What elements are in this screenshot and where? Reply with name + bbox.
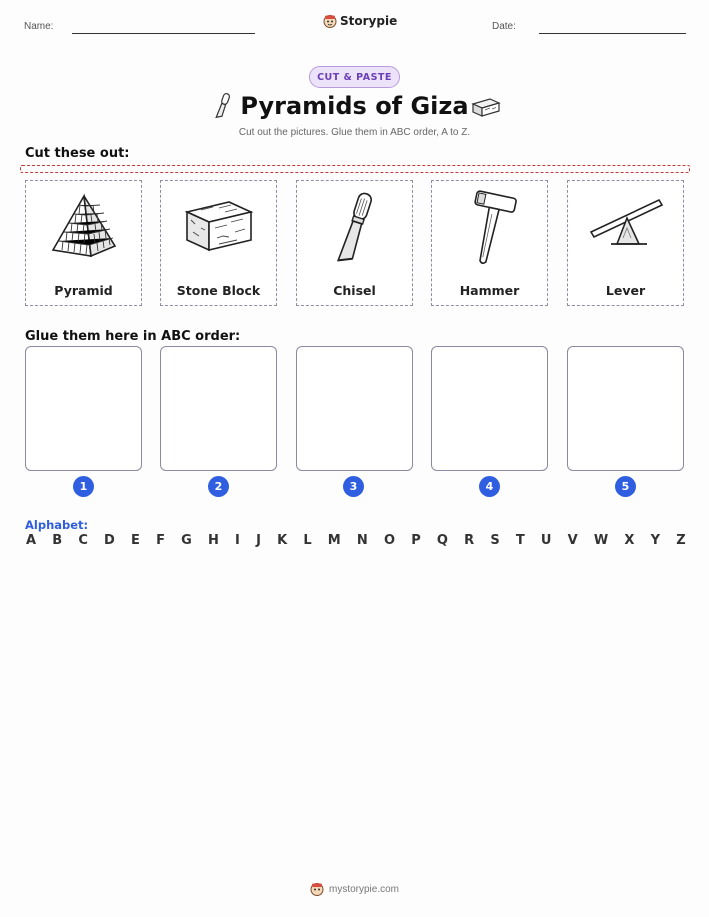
activity-tag: CUT & PASTE (309, 66, 400, 88)
glue-box-4[interactable] (431, 346, 548, 471)
slot-number-3: 3 (343, 476, 364, 497)
slot-number-1: 1 (73, 476, 94, 497)
alphabet-letter: V (567, 533, 578, 548)
storypie-mascot-icon (323, 14, 337, 28)
card-label: Hammer (459, 283, 520, 298)
alphabet-letter: T (515, 533, 525, 548)
alphabet-letter: J (256, 533, 261, 548)
date-label: Date: (492, 21, 516, 32)
alphabet-letter: F (156, 533, 165, 548)
glue-box-1[interactable] (25, 346, 142, 471)
alphabet-letter: G (181, 533, 192, 548)
cut-card-stone-block[interactable] (160, 180, 277, 306)
card-label: Lever (605, 283, 646, 298)
alphabet-letter: M (327, 533, 341, 548)
alphabet-letter: W (593, 533, 609, 548)
cut-card-chisel[interactable] (296, 180, 413, 306)
storypie-mascot-icon (310, 882, 324, 896)
glue-heading: Glue them here in ABC order: (25, 329, 241, 344)
alphabet-letter: E (131, 533, 140, 548)
date-field[interactable] (539, 33, 686, 34)
alphabet-letter: C (78, 533, 88, 548)
name-field[interactable] (72, 33, 255, 34)
alphabet-letter: K (277, 533, 288, 548)
alphabet-letter: Z (676, 533, 686, 548)
alphabet-letter: O (383, 533, 396, 548)
alphabet-letter: Y (650, 533, 661, 548)
alphabet-letter: H (207, 533, 219, 548)
lever-icon (581, 188, 671, 258)
pyramid-icon (47, 188, 121, 268)
brand-logo (323, 14, 397, 28)
stone-block-icon (179, 188, 259, 268)
brand-name: Storypie (340, 14, 398, 28)
cut-line (20, 165, 690, 173)
alphabet-letter: Q (436, 533, 448, 548)
alphabet-letter: D (104, 533, 115, 548)
alphabet-letter: L (303, 533, 312, 548)
alphabet-letter: S (490, 533, 500, 548)
alphabet-row (26, 533, 686, 548)
chisel-icon (325, 188, 385, 270)
alphabet-letter: A (26, 533, 37, 548)
alphabet-letter: N (356, 533, 368, 548)
slot-number-2: 2 (208, 476, 229, 497)
cut-card-lever[interactable] (567, 180, 684, 306)
page-title: Pyramids of Giza (240, 92, 469, 120)
footer-url[interactable]: mystorypie.com (328, 883, 399, 895)
cut-card-hammer[interactable] (431, 180, 548, 306)
stone-block-icon (470, 95, 502, 119)
hammer-icon (460, 188, 520, 270)
glue-box-3[interactable] (296, 346, 413, 471)
alphabet-letter: B (52, 533, 63, 548)
alphabet-label: Alphabet: (25, 518, 89, 532)
instructions: Cut out the pictures. Glue them in ABC order, A to Z. (238, 127, 471, 138)
slot-number-5: 5 (615, 476, 636, 497)
cut-card-pyramid[interactable] (25, 180, 142, 306)
alphabet-letter: I (235, 533, 240, 548)
alphabet-letter: X (624, 533, 635, 548)
name-label: Name: (24, 21, 54, 32)
card-label: Chisel (333, 283, 376, 298)
glue-box-5[interactable] (567, 346, 684, 471)
card-label: Pyramid (54, 283, 113, 298)
alphabet-letter: R (464, 533, 475, 548)
cut-heading: Cut these out: (25, 146, 130, 161)
slot-number-4: 4 (479, 476, 500, 497)
footer (0, 882, 709, 896)
alphabet-letter: U (540, 533, 552, 548)
glue-box-2[interactable] (160, 346, 277, 471)
alphabet-letter: P (411, 533, 421, 548)
card-label: Stone Block (176, 283, 261, 298)
